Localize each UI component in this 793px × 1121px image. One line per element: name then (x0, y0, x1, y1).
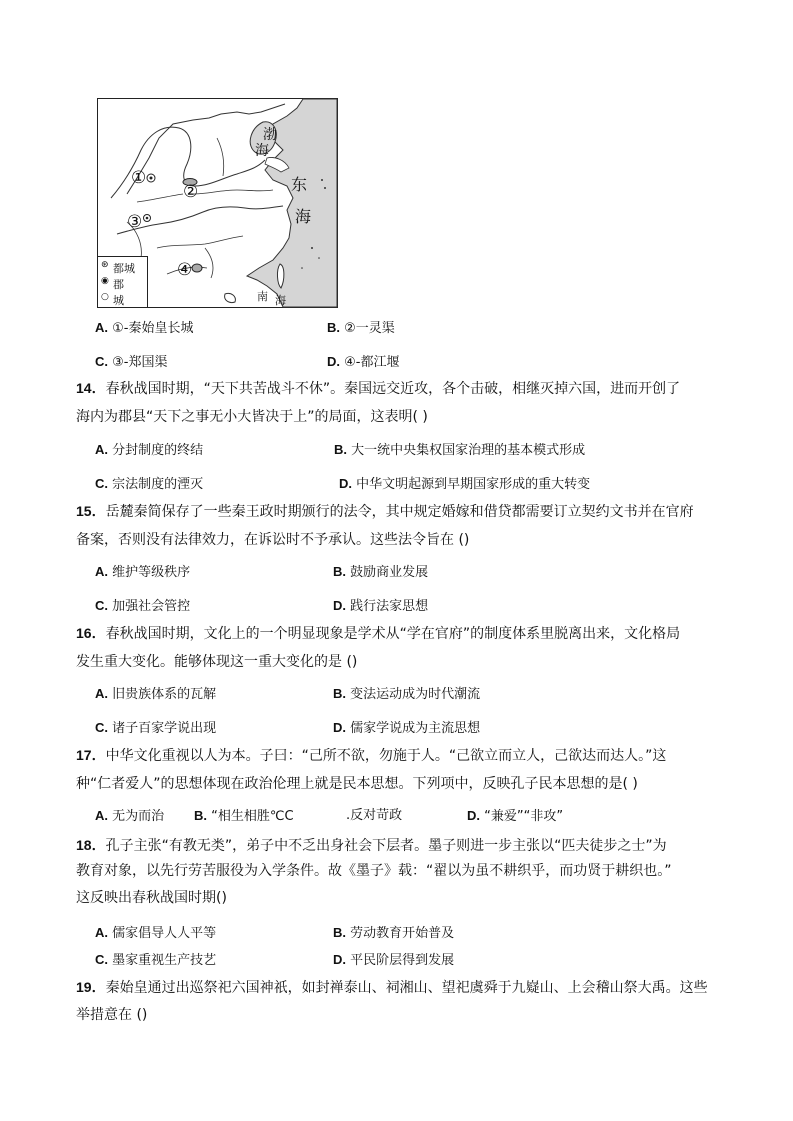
q16-option-d[interactable]: D. 儒家学说成为主流思想 (333, 720, 481, 736)
q15-option-c[interactable]: C. 加强社会管控 (95, 598, 191, 614)
q17-option-a[interactable]: A. 无为而治 (95, 808, 165, 824)
q19-line-2: 举措意在 () (76, 1007, 148, 1023)
marker-oval-4 (192, 264, 202, 272)
q17-option-b[interactable]: B. “相生相胜℃C (194, 808, 294, 824)
q17-line-1: 17．中华文化重视以人为本。子曰：“己所不欲，勿施于人。“己欲立而立人，己欲达而达人。”这 (76, 747, 667, 764)
q18-line-2: 教育对象，以先行劳苦服役为入学条件。故《墨子》载：“翟以为虽不耕织乎，而功贤于耕织也。” (76, 863, 672, 879)
q19-line-1: 19．秦始皇通过出巡祭祀六国神祇，如封禅泰山、祠湘山、望祀虞舜于九嶷山、上会稽山祭大禹。这些 (76, 979, 708, 996)
q15-line-1: 15．岳麓秦简保存了一些秦王政时期颁行的法令，其中规定婚嫁和借贷都需要订立契约文书并在官府 (76, 503, 694, 520)
q15-option-b[interactable]: B. 鼓励商业发展 (333, 564, 429, 580)
q16-option-b[interactable]: B. 变法运动成为时代潮流 (333, 686, 481, 702)
q17-option-c[interactable]: .反对苛政 (346, 808, 403, 823)
q15-line-2: 备案，否则没有法律效力，在诉讼时不予承认。这些法令旨在 () (76, 532, 470, 548)
label-bohai-2: 海 (255, 143, 269, 159)
q14-option-c[interactable]: C. 宗法制度的湮灭 (95, 476, 204, 492)
taiwan-island (277, 264, 283, 288)
q18-option-b[interactable]: B. 劳动教育开始普及 (333, 925, 455, 941)
q14-option-a[interactable]: A. 分封制度的终结 (95, 442, 204, 458)
q15-option-a[interactable]: A. 维护等级秩序 (95, 564, 191, 580)
q18-option-a[interactable]: A. 儒家倡导人人平等 (95, 925, 217, 941)
q18-option-d[interactable]: D. 平民阶层得到发展 (333, 952, 455, 968)
q16-option-c[interactable]: C. 诸子百家学说出现 (95, 720, 217, 736)
map-svg (97, 98, 338, 308)
q13-option-b[interactable]: B. ②一灵渠 (327, 320, 395, 336)
q16-line-1: 16．春秋战国时期，文化上的一个明显现象是学术从“学在官府”的制度体系里脱离出来，文化格局 (76, 625, 681, 642)
legend-commandery-icon: ◉ (101, 276, 109, 286)
legend-city-label: 城 (113, 294, 124, 307)
q13-option-d[interactable]: D. ④-都江堰 (327, 354, 400, 370)
q16-line-2: 发生重大变化。能够体现这一重大变化的是 () (76, 654, 358, 670)
label-nan: 南 (257, 290, 268, 303)
legend-city-icon: ○ (101, 292, 109, 302)
legend-capital-icon: ⊛ (101, 260, 109, 270)
q14-option-d[interactable]: D. 中华文明起源到早期国家形成的重大转变 (339, 476, 591, 492)
q18-line-3: 这反映出春秋战国时期() (76, 890, 227, 906)
q18-line-1: 18．孔子主张“有教无类”，弟子中不乏出身社会下层者。墨子则进一步主张以“匹夫徒步之士”为 (76, 837, 667, 854)
q17-option-d[interactable]: D. “兼爱”“非攻” (467, 808, 564, 824)
q18-option-c[interactable]: C. 墨家重视生产技艺 (95, 952, 217, 968)
q17-line-2: 种“仁者爱人”的思想体现在政治伦理上就是民本思想。下列项中，反映孔子民本思想的是( ) (76, 776, 638, 792)
marker-4: ④ (177, 260, 193, 280)
q16-option-a[interactable]: A. 旧贵族体系的瓦解 (95, 686, 217, 702)
label-bohai-1: 渤 (263, 127, 277, 143)
marker-1: ① (131, 168, 147, 188)
q13-option-c[interactable]: C. ③-郑国渠 (95, 354, 168, 370)
q15-option-d[interactable]: D. 践行法家思想 (333, 598, 429, 614)
label-dong: 东 (291, 175, 308, 194)
marker-2: ② (183, 182, 199, 202)
q14-line-1: 14．春秋战国时期，“天下共苦战斗不休”。秦国远交近攻，各个击破，相继灭掉六国，进而开创了 (76, 380, 681, 397)
legend-commandery-label: 郡 (113, 278, 124, 291)
q13-option-a[interactable]: A. ①-秦始皇长城 (95, 320, 194, 336)
label-hai: 海 (295, 207, 312, 226)
marker-3: ③ (127, 212, 143, 232)
q14-line-2: 海内为郡县“天下之事无小大皆决于上”的局面，这表明( ) (76, 409, 428, 425)
label-nanhai: 海 (275, 294, 286, 307)
q14-option-b[interactable]: B. 大一统中央集权国家治理的基本模式形成 (334, 442, 586, 458)
ancient-china-map (97, 98, 338, 308)
legend-capital-label: 都城 (113, 262, 135, 275)
